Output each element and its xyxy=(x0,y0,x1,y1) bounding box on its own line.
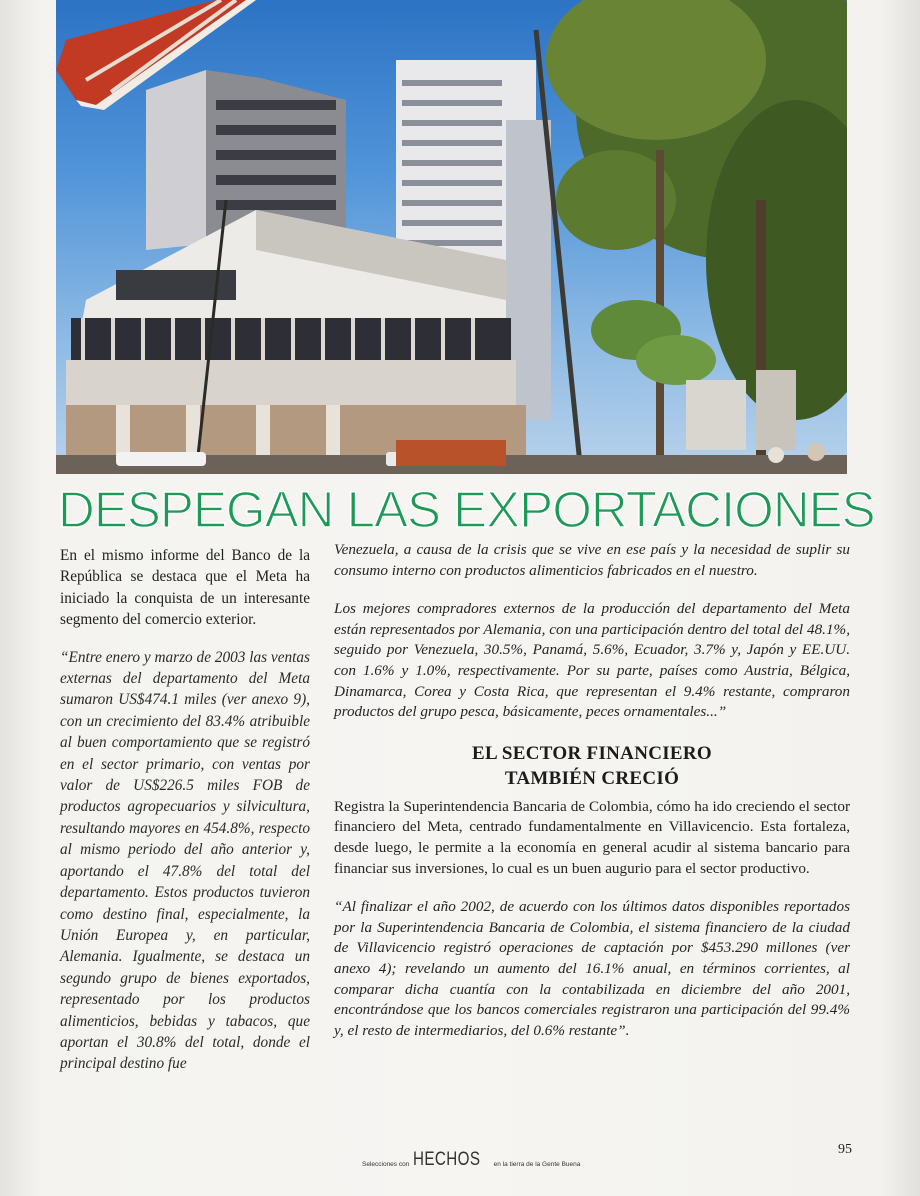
right-column xyxy=(334,540,850,1059)
footer-brand xyxy=(362,1146,580,1170)
subhead-line-1: EL SECTOR FINANCIERO xyxy=(471,742,713,764)
subhead-line-2: TAMBIÉN CRECIÓ xyxy=(504,767,680,789)
financial-quote: “Al finalizar el año 2002, de acuerdo con los últimos datos disponibles reportados por la Superintendencia Bancaria de Colombia, el sistema financiero de la ciudad de Villavicencio registró operaciones de captación por $453.290 millones (ver anexo 4); revelando un aumento del 16.1% anual, en términos corrientes, al comparar dicha cuantía con la contabilizada en diciembre del año 2001, encontrándose que los bancos comerciales registraron una participación del 99.4% y, el resto de intermediarios, del 0.6% restante”. xyxy=(334,898,850,1039)
article-headline: DESPEGAN LAS EXPORTACIONES xyxy=(58,481,875,538)
continuation-paragraph: Venezuela, a causa de la crisis que se vive en ese país y la necesidad de suplir su consumo interno con productos alimenticios fabricados en el nuestro. xyxy=(334,541,850,579)
buyers-paragraph: Los mejores compradores externos de la producción del departamento del Meta están representados por Alemania, con una participación dentro del total del 48.1%, seguido por Venezuela, 30.5%, Panamá, 5.6%, Ecuador, 3.7% y, Japón y EE.UU. con 1.6% y 1.0%, respectivamente. Por su parte, países como Austria, Bélgica, Dinamarca, Corea y Costa Rica, que representan el 9.4% restante, compraron productos del grupo pesca, básicamente, peces ornamentales...” xyxy=(334,600,850,721)
left-column xyxy=(60,545,310,1091)
building-photo xyxy=(56,0,847,474)
page-number: 95 xyxy=(838,1142,852,1157)
footer-suffix: en la tierra de la Gente Buena xyxy=(493,1161,581,1168)
footer-prefix: Selecciones con xyxy=(362,1161,410,1168)
photo-illustration xyxy=(56,0,847,474)
intro-paragraph: En el mismo informe del Banco de la República se destaca que el Meta ha iniciado la conquista de un interesante segmento del comercio exterior. xyxy=(60,547,310,629)
footer-logo: HECHOS xyxy=(413,1149,481,1170)
section-subhead xyxy=(334,741,850,791)
exports-quote: “Entre enero y marzo de 2003 las ventas externas del departamento del Meta sumaron US$474.1 miles (ver anexo 9), con un crecimiento del 83.4% atribuible al buen comportamiento que se registró en el sector primario, con ventas por valor de US$226.5 miles FOB de productos agropecuarios y silvicultura, resultando mayores en 454.8%, respecto al mismo periodo del año anterior y, aportando el 47.8% del total del departamento. Estos productos tuvieron como destino final, especialmente, la Unión Europea y, en particular, Alemania. Igualmente, se destaca un segundo grupo de bienes exportados, representado por los productos alimenticios, bebidas y tabacos, que aportan el 30.8% del total, donde el principal destino fue xyxy=(60,648,310,1073)
financial-paragraph: Registra la Superintendencia Bancaria de Colombia, cómo ha ido creciendo el sector financiero del Meta, centrado fundamentalmente en Villavicencio. Esta fortaleza, desde luego, le permite a la economía en general acudir al sistema bancario para financiar sus inversiones, lo cual es un buen augurio para el sector productivo. xyxy=(334,797,850,877)
